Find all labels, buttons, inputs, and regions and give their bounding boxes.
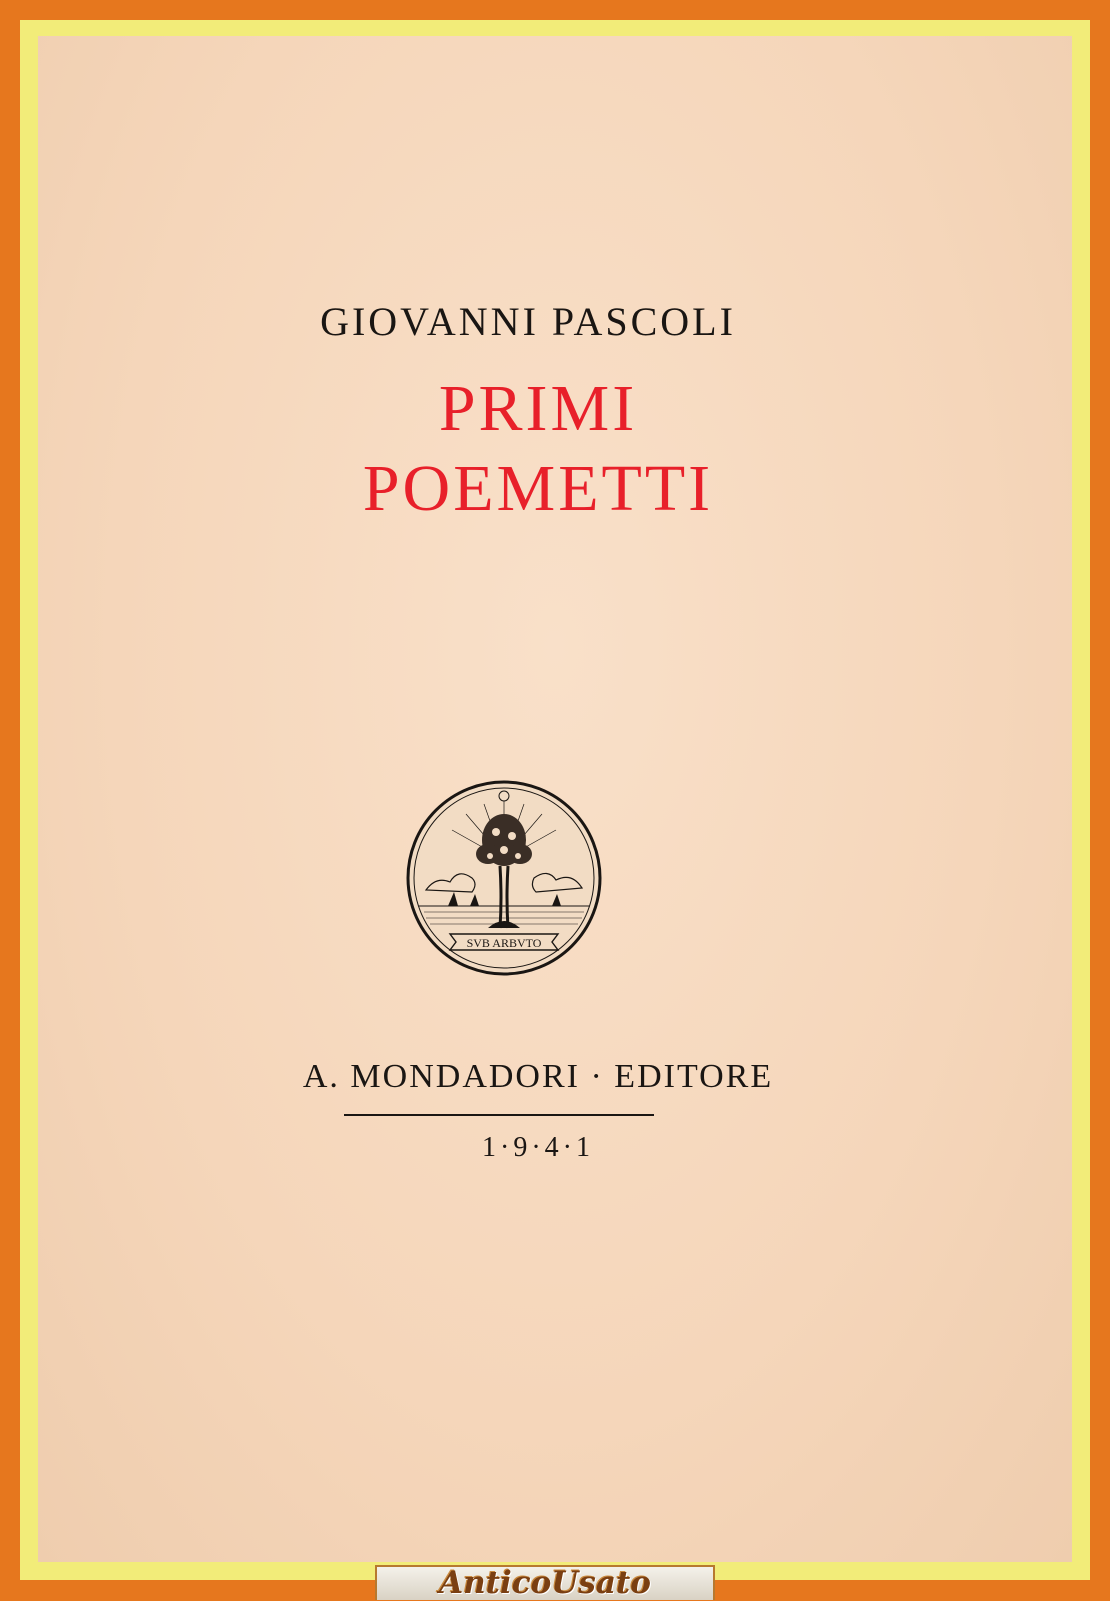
divider-rule (344, 1114, 654, 1116)
emblem-motto: SVB ARBVTO (466, 936, 542, 950)
title-line-1: PRIMI (438, 372, 638, 445)
watermark-text: AnticoUsato (439, 1565, 651, 1601)
author-name: GIOVANNI PASCOLI (320, 299, 736, 344)
seller-watermark-logo (375, 1565, 715, 1600)
title-line-2: POEMETTI (362, 452, 714, 525)
arbutus-tree-medallion-icon (404, 778, 604, 978)
publication-year: 1·9·4·1 (482, 1132, 594, 1163)
book-cover (38, 36, 1072, 1562)
publisher-name: A. MONDADORI · EDITORE (302, 1058, 774, 1095)
